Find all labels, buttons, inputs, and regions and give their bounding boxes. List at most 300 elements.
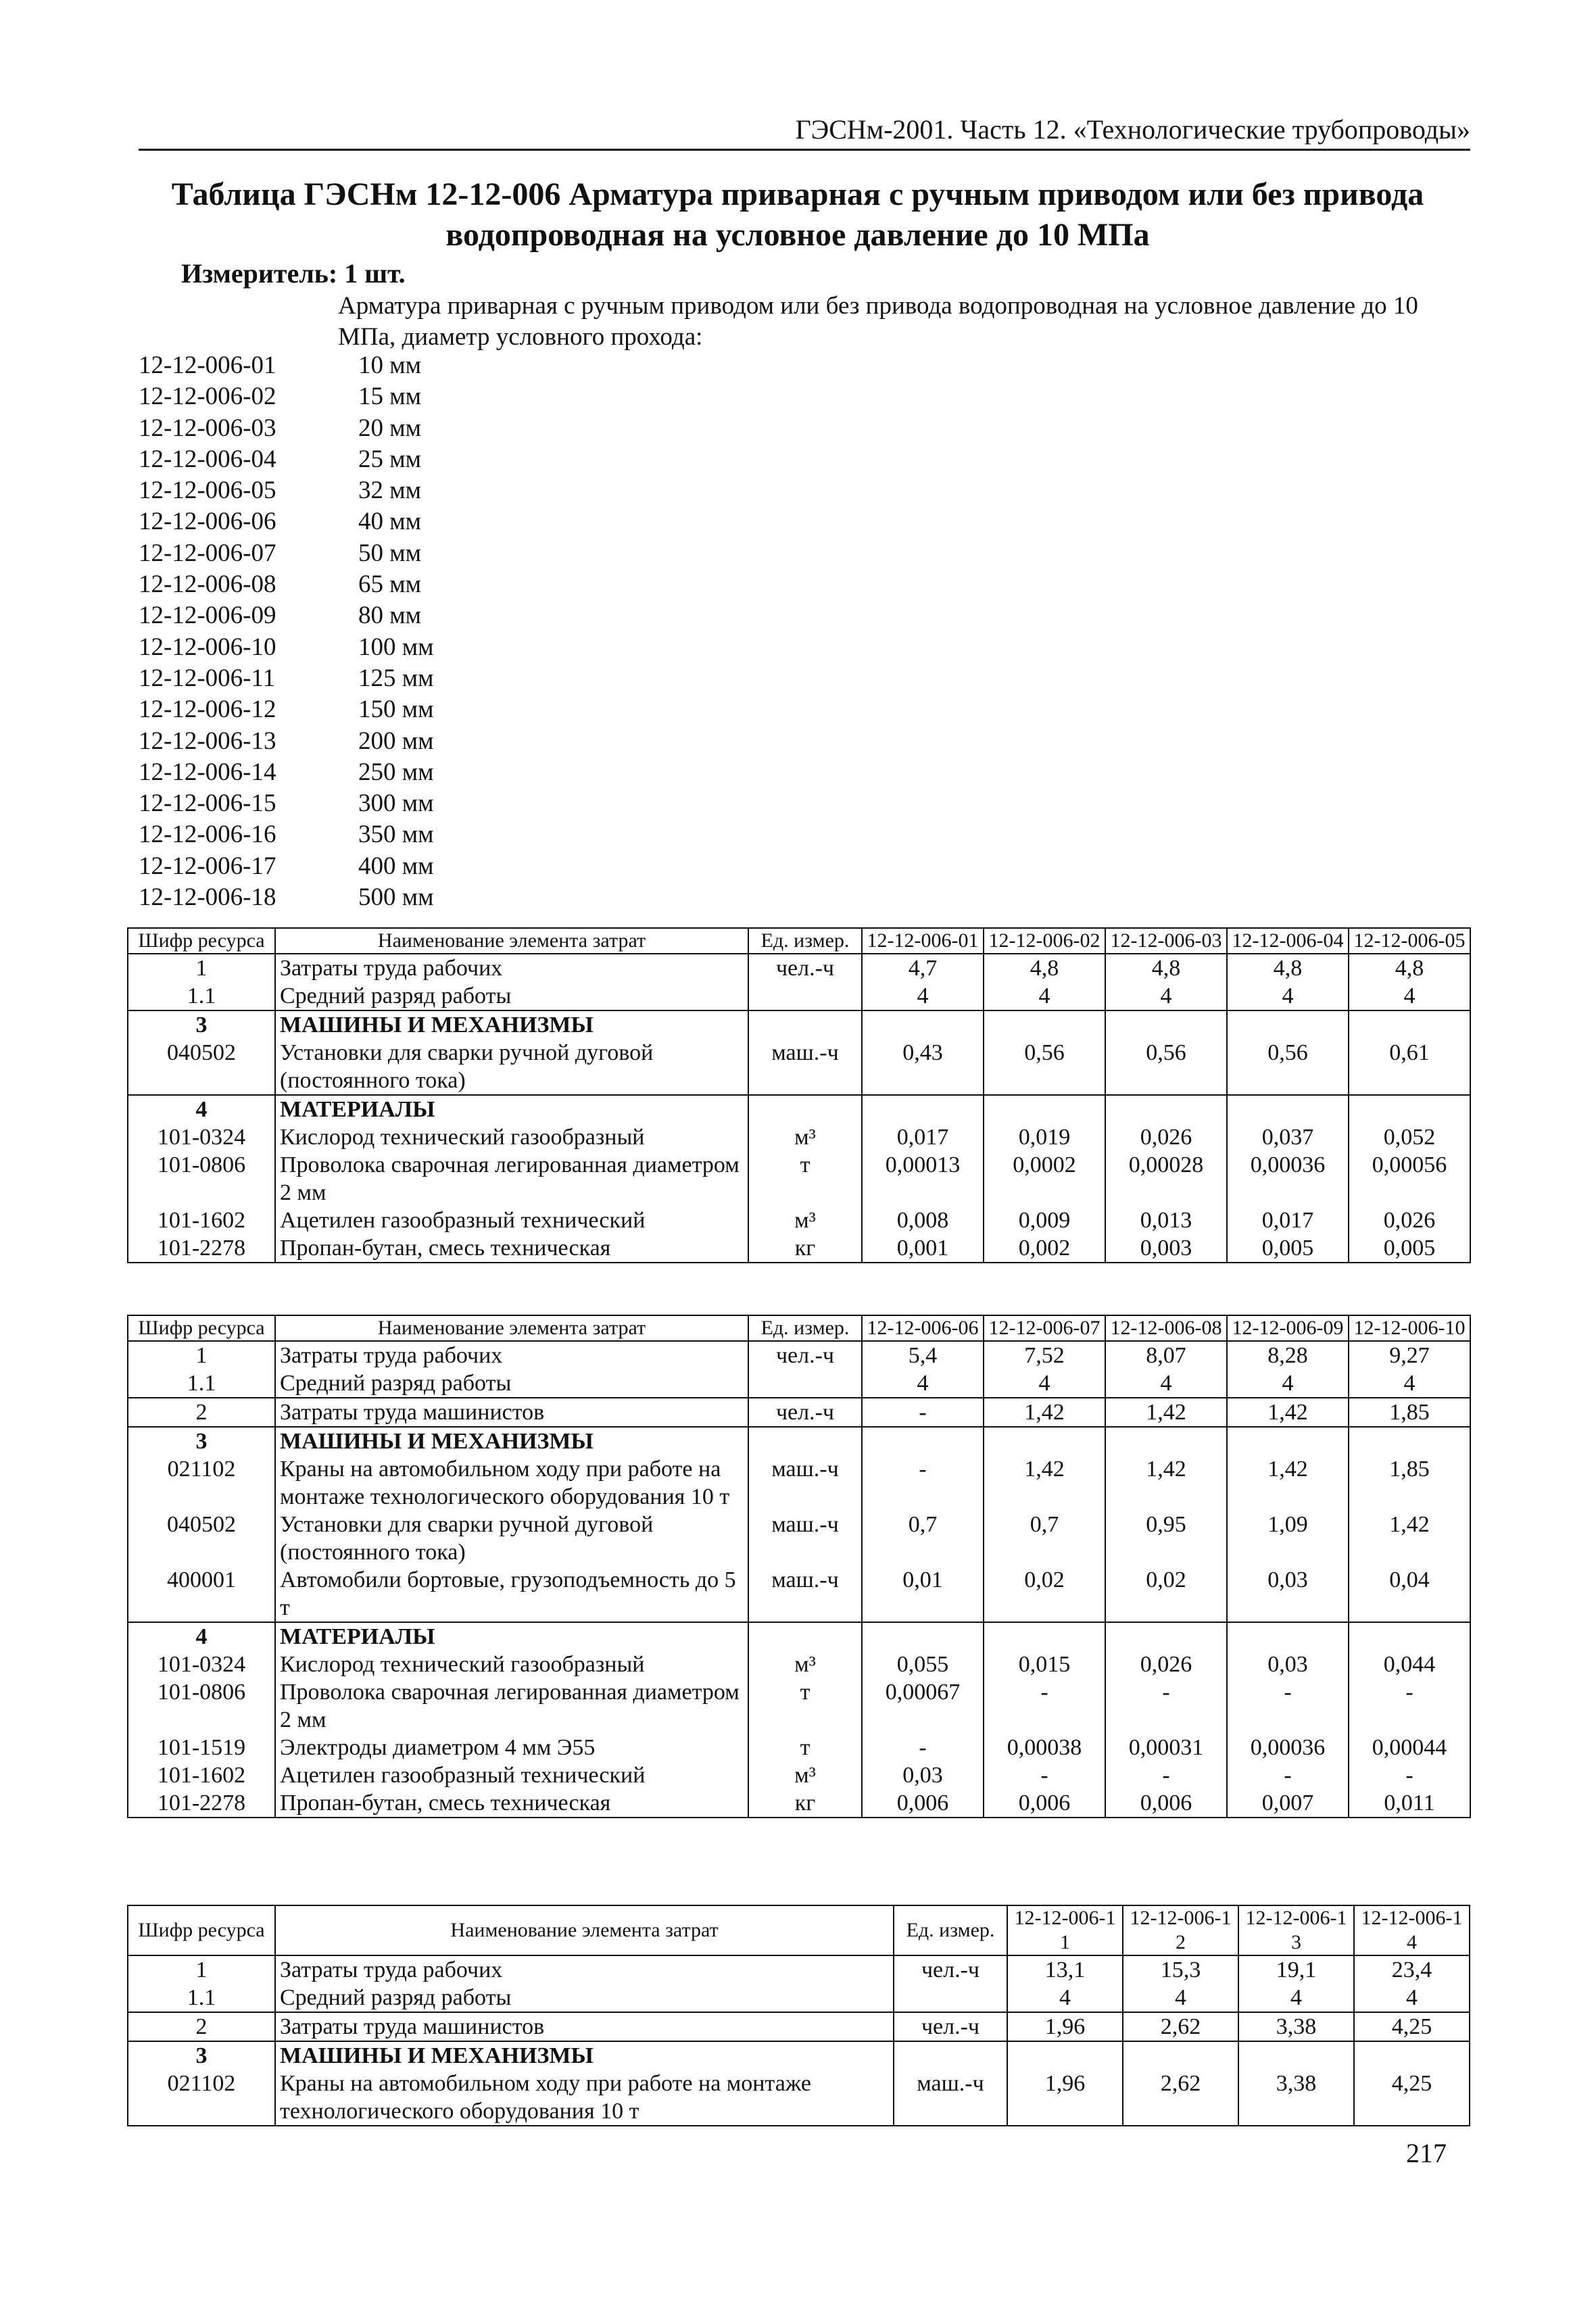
unit-cell: маш.-ч <box>748 1566 862 1622</box>
header-cost-element: Наименование элемента затрат <box>275 928 748 954</box>
title-line-2: водопроводная на условное давление до 10 МПа <box>445 217 1150 253</box>
resource-table-3 <box>127 1905 1470 2126</box>
value-cell: 1,85 <box>1349 1398 1470 1427</box>
value-cell: 4,8 <box>1227 954 1349 982</box>
table-group-row <box>128 1622 1470 1651</box>
value-cell: 0,7 <box>862 1511 984 1566</box>
value-cell: - <box>1349 1761 1470 1789</box>
unit-cell: кг <box>748 1234 862 1263</box>
table-group-row <box>128 1427 1470 1455</box>
variant-code: 12-12-006-15 <box>139 789 276 818</box>
resource-code: 1.1 <box>128 1369 275 1398</box>
value-cell: 0,013 <box>1105 1207 1227 1234</box>
value-cell: 4 <box>1007 1984 1123 2012</box>
header-variant-code: 12-12-006-02 <box>984 928 1105 954</box>
variant-row <box>139 851 434 882</box>
resource-code: 101-1602 <box>128 1761 275 1789</box>
resource-code: 1 <box>128 1955 275 1984</box>
variant-diameter: 50 мм <box>358 539 422 567</box>
cost-element-name: Установки для сварки ручной дуговой (постоянного тока) <box>275 1511 748 1566</box>
value-cell: 0,015 <box>984 1651 1105 1678</box>
value-cell: - <box>984 1761 1105 1789</box>
variant-code: 12-12-006-04 <box>139 445 276 473</box>
resource-code: 3 <box>128 1010 275 1039</box>
variant-row <box>139 506 434 537</box>
value-cell <box>1349 1010 1470 1039</box>
resource-code: 1.1 <box>128 982 275 1010</box>
resource-code: 101-1519 <box>128 1734 275 1761</box>
variant-code: 12-12-006-05 <box>139 477 276 505</box>
value-cell: 0,006 <box>862 1789 984 1818</box>
variant-row <box>139 350 434 381</box>
value-cell: - <box>1105 1678 1227 1734</box>
variant-row <box>139 632 434 663</box>
value-cell: 4 <box>1227 1369 1349 1398</box>
value-cell: 0,00031 <box>1105 1734 1227 1761</box>
value-cell <box>1354 2041 1470 2070</box>
variant-row <box>139 882 434 913</box>
value-cell: 1,42 <box>1105 1455 1227 1511</box>
value-cell: 0,00067 <box>862 1678 984 1734</box>
unit-cell: маш.-ч <box>748 1511 862 1566</box>
unit-cell: м³ <box>748 1207 862 1234</box>
variant-row <box>139 819 434 850</box>
variant-code: 12-12-006-12 <box>139 696 276 724</box>
value-cell: 0,001 <box>862 1234 984 1263</box>
variant-code: 12-12-006-01 <box>139 351 276 379</box>
resource-code: 4 <box>128 1095 275 1123</box>
unit-cell: т <box>748 1678 862 1734</box>
value-cell: 19,1 <box>1238 1955 1354 1984</box>
value-cell: 1,42 <box>984 1398 1105 1427</box>
value-cell: 0,005 <box>1227 1234 1349 1263</box>
variant-code: 12-12-006-09 <box>139 602 276 630</box>
variant-diameter: 32 мм <box>358 477 422 505</box>
title-line-1: Таблица ГЭСНм 12-12-006 Арматура приварная с ручным приводом или без привода <box>171 176 1424 212</box>
unit-cell: чел.-ч <box>894 1955 1007 1984</box>
value-cell: 4 <box>862 1369 984 1398</box>
variant-row <box>139 381 434 412</box>
value-cell: 0,017 <box>1227 1207 1349 1234</box>
unit-cell: маш.-ч <box>748 1455 862 1511</box>
table-group-row <box>128 1095 1470 1123</box>
variant-diameter: 300 мм <box>358 789 434 818</box>
header-variant-code: 12-12-006-09 <box>1227 1315 1349 1341</box>
unit-cell <box>748 1010 862 1039</box>
value-cell: 0,007 <box>1227 1789 1349 1818</box>
value-cell: 0,00036 <box>1227 1734 1349 1761</box>
value-cell: - <box>984 1678 1105 1734</box>
variant-row <box>139 538 434 569</box>
header-variant-code: 12-12-006-14 <box>1354 1905 1470 1955</box>
value-cell: 0,00028 <box>1105 1151 1227 1207</box>
value-cell: 0,56 <box>1227 1039 1349 1095</box>
resource-table-2 <box>127 1315 1471 1818</box>
value-cell: 0,037 <box>1227 1123 1349 1151</box>
cost-element-name: Электроды диаметром 4 мм Э55 <box>275 1734 748 1761</box>
page-number: 217 <box>1406 2138 1447 2168</box>
resource-code: 101-0806 <box>128 1151 275 1207</box>
table-row <box>128 954 1470 982</box>
header-cost-element: Наименование элемента затрат <box>275 1315 748 1341</box>
resource-code: 400001 <box>128 1566 275 1622</box>
value-cell <box>1349 1427 1470 1455</box>
value-cell: 0,95 <box>1105 1511 1227 1566</box>
resource-code: 1 <box>128 1341 275 1369</box>
table-row <box>128 1678 1470 1734</box>
variant-row <box>139 475 434 506</box>
value-cell: 0,008 <box>862 1207 984 1234</box>
value-cell: 4,7 <box>862 954 984 982</box>
resource-code: 101-1602 <box>128 1207 275 1234</box>
variant-code: 12-12-006-16 <box>139 821 276 849</box>
unit-cell: т <box>748 1734 862 1761</box>
variant-diameter: 125 мм <box>358 664 434 692</box>
table-row <box>128 1341 1470 1369</box>
resource-code: 3 <box>128 1427 275 1455</box>
value-cell: 0,003 <box>1105 1234 1227 1263</box>
resource-code: 2 <box>128 1398 275 1427</box>
value-cell: 0,00056 <box>1349 1151 1470 1207</box>
resource-code: 021102 <box>128 2070 275 2126</box>
cost-element-name: МАТЕРИАЛЫ <box>275 1095 748 1123</box>
value-cell: 0,026 <box>1105 1123 1227 1151</box>
cost-element-name: Кислород технический газообразный <box>275 1123 748 1151</box>
variant-code: 12-12-006-08 <box>139 570 276 599</box>
header-variant-code: 12-12-006-12 <box>1123 1905 1238 1955</box>
cost-element-name: Проволока сварочная легированная диаметром 2 мм <box>275 1678 748 1734</box>
resource-table-1 <box>127 927 1471 1263</box>
unit-cell: чел.-ч <box>748 954 862 982</box>
unit-cell: чел.-ч <box>748 1341 862 1369</box>
unit-cell: т <box>748 1151 862 1207</box>
value-cell: 0,011 <box>1349 1789 1470 1818</box>
variant-row <box>139 600 434 631</box>
value-cell: 15,3 <box>1123 1955 1238 1984</box>
variant-row <box>139 757 434 788</box>
value-cell: 0,04 <box>1349 1566 1470 1622</box>
table-row <box>128 1234 1470 1263</box>
unit-cell: чел.-ч <box>894 2012 1007 2041</box>
value-cell: - <box>862 1455 984 1511</box>
value-cell: 2,62 <box>1123 2070 1238 2126</box>
cost-element-name: Кислород технический газообразный <box>275 1651 748 1678</box>
value-cell: 0,00013 <box>862 1151 984 1207</box>
cost-element-name: МАШИНЫ И МЕХАНИЗМЫ <box>275 2041 894 2070</box>
variant-row <box>139 694 434 725</box>
variant-code: 12-12-006-10 <box>139 633 276 661</box>
value-cell: 1,42 <box>984 1455 1105 1511</box>
unit-cell <box>748 982 862 1010</box>
value-cell: 4 <box>1354 1984 1470 2012</box>
table-row <box>128 1789 1470 1818</box>
table-row <box>128 2070 1470 2126</box>
variant-row <box>139 413 434 444</box>
value-cell: 4,8 <box>1349 954 1470 982</box>
value-cell <box>984 1010 1105 1039</box>
value-cell: 0,56 <box>984 1039 1105 1095</box>
value-cell: 0,00038 <box>984 1734 1105 1761</box>
value-cell: 0,0002 <box>984 1151 1105 1207</box>
resource-code: 101-0324 <box>128 1123 275 1151</box>
cost-element-name: Пропан-бутан, смесь техническая <box>275 1789 748 1818</box>
variant-row <box>139 663 434 694</box>
cost-element-name: Затраты труда рабочих <box>275 954 748 982</box>
table-row <box>128 1039 1470 1095</box>
header-resource-code: Шифр ресурса <box>128 1905 275 1955</box>
table-row <box>128 1123 1470 1151</box>
value-cell: 1,42 <box>1349 1511 1470 1566</box>
header-unit: Ед. измер. <box>748 928 862 954</box>
variant-diameter: 350 мм <box>358 821 434 849</box>
value-cell <box>984 1427 1105 1455</box>
table-row <box>128 1984 1470 2012</box>
cost-element-name: Ацетилен газообразный технический <box>275 1761 748 1789</box>
value-cell <box>1349 1095 1470 1123</box>
value-cell: 9,27 <box>1349 1341 1470 1369</box>
value-cell <box>1105 1010 1227 1039</box>
value-cell: 3,38 <box>1238 2012 1354 2041</box>
resource-code: 2 <box>128 2012 275 2041</box>
cost-element-name: Установки для сварки ручной дуговой (постоянного тока) <box>275 1039 748 1095</box>
header-variant-code: 12-12-006-08 <box>1105 1315 1227 1341</box>
value-cell: 8,07 <box>1105 1341 1227 1369</box>
variant-diameter: 25 мм <box>358 445 422 473</box>
value-cell: 1,42 <box>1105 1398 1227 1427</box>
value-cell: 13,1 <box>1007 1955 1123 1984</box>
unit-cell: чел.-ч <box>748 1398 862 1427</box>
value-cell: 4 <box>862 982 984 1010</box>
value-cell <box>862 1427 984 1455</box>
value-cell: 4,8 <box>984 954 1105 982</box>
variant-row <box>139 569 434 600</box>
value-cell: 1,09 <box>1227 1511 1349 1566</box>
intro-text: Арматура приварная с ручным приводом или без привода водопроводная на условное давление до 10 МПа, диаметр условного прохода: <box>338 292 1418 351</box>
value-cell: 3,38 <box>1238 2070 1354 2126</box>
value-cell: 7,52 <box>984 1341 1105 1369</box>
value-cell: 1,96 <box>1007 2012 1123 2041</box>
value-cell <box>862 1095 984 1123</box>
variant-code: 12-12-006-02 <box>139 383 276 411</box>
value-cell: - <box>1349 1678 1470 1734</box>
value-cell: 0,055 <box>862 1651 984 1678</box>
value-cell: 0,02 <box>984 1566 1105 1622</box>
cost-element-name: Краны на автомобильном ходу при работе на монтаже технологического оборудования 10 т <box>275 2070 894 2126</box>
value-cell <box>1227 1010 1349 1039</box>
resource-code: 1.1 <box>128 1984 275 2012</box>
header-variant-code: 12-12-006-03 <box>1105 928 1227 954</box>
variant-code: 12-12-006-18 <box>139 883 276 912</box>
variant-diameter: 100 мм <box>358 633 434 661</box>
variant-code: 12-12-006-13 <box>139 727 276 755</box>
table-row <box>128 2012 1470 2041</box>
variant-diameter: 200 мм <box>358 727 434 755</box>
header-unit: Ед. измер. <box>894 1905 1007 1955</box>
value-cell: - <box>862 1398 984 1427</box>
resource-code: 3 <box>128 2041 275 2070</box>
resource-code: 1 <box>128 954 275 982</box>
value-cell: 4 <box>1349 982 1470 1010</box>
value-cell: 0,002 <box>984 1234 1105 1263</box>
cost-element-name: МАШИНЫ И МЕХАНИЗМЫ <box>275 1010 748 1039</box>
value-cell: 0,026 <box>1349 1207 1470 1234</box>
unit-cell <box>748 1369 862 1398</box>
cost-element-name: Средний разряд работы <box>275 982 748 1010</box>
document-title <box>122 174 1474 255</box>
value-cell: 0,00044 <box>1349 1734 1470 1761</box>
table-row <box>128 1566 1470 1622</box>
value-cell: 4 <box>1227 982 1349 1010</box>
value-cell: - <box>1105 1761 1227 1789</box>
value-cell: 0,7 <box>984 1511 1105 1566</box>
header-cost-element: Наименование элемента затрат <box>275 1905 894 1955</box>
value-cell: 0,00036 <box>1227 1151 1349 1207</box>
cost-element-name: МАТЕРИАЛЫ <box>275 1622 748 1651</box>
cost-element-name: Затраты труда рабочих <box>275 1955 894 1984</box>
variant-code: 12-12-006-17 <box>139 852 276 880</box>
unit-cell: м³ <box>748 1761 862 1789</box>
value-cell <box>1105 1622 1227 1651</box>
unit-cell <box>894 1984 1007 2012</box>
header-variant-code: 12-12-006-07 <box>984 1315 1105 1341</box>
cost-element-name: Краны на автомобильном ходу при работе на монтаже технологического оборудования 10 т <box>275 1455 748 1511</box>
value-cell: 1,42 <box>1227 1455 1349 1511</box>
value-cell: 0,009 <box>984 1207 1105 1234</box>
value-cell: 4 <box>1238 1984 1354 2012</box>
value-cell: 0,026 <box>1105 1651 1227 1678</box>
resource-code: 101-0324 <box>128 1651 275 1678</box>
value-cell: 5,4 <box>862 1341 984 1369</box>
cost-element-name: Средний разряд работы <box>275 1984 894 2012</box>
value-cell <box>1123 2041 1238 2070</box>
unit-cell: м³ <box>748 1651 862 1678</box>
value-cell <box>1227 1095 1349 1123</box>
variant-row <box>139 726 434 757</box>
variant-row <box>139 444 434 475</box>
variant-diameter: 10 мм <box>358 351 422 379</box>
value-cell: 0,044 <box>1349 1651 1470 1678</box>
value-cell <box>862 1622 984 1651</box>
variant-row <box>139 788 434 819</box>
unit-cell: м³ <box>748 1123 862 1151</box>
value-cell: 23,4 <box>1354 1955 1470 1984</box>
value-cell: 4,8 <box>1105 954 1227 982</box>
value-cell: 1,96 <box>1007 2070 1123 2126</box>
value-cell: 2,62 <box>1123 2012 1238 2041</box>
variant-code: 12-12-006-14 <box>139 758 276 786</box>
variant-code: 12-12-006-03 <box>139 414 276 442</box>
table-row <box>128 1734 1470 1761</box>
cost-element-name: Автомобили бортовые, грузоподъемность до 5 т <box>275 1566 748 1622</box>
table-row <box>128 1511 1470 1566</box>
value-cell: 0,006 <box>1105 1789 1227 1818</box>
variant-diameter: 15 мм <box>358 383 422 411</box>
table-row <box>128 1651 1470 1678</box>
value-cell: 0,03 <box>1227 1651 1349 1678</box>
value-cell: 8,28 <box>1227 1341 1349 1369</box>
header-variant-code: 12-12-006-13 <box>1238 1905 1354 1955</box>
value-cell <box>984 1622 1105 1651</box>
value-cell: 0,006 <box>984 1789 1105 1818</box>
unit-cell: маш.-ч <box>894 2070 1007 2126</box>
table-row <box>128 1398 1470 1427</box>
table-row <box>128 1207 1470 1234</box>
header-variant-code: 12-12-006-10 <box>1349 1315 1470 1341</box>
table-row <box>128 1761 1470 1789</box>
resource-code: 040502 <box>128 1039 275 1095</box>
value-cell: 0,43 <box>862 1039 984 1095</box>
unit-cell: маш.-ч <box>748 1039 862 1095</box>
value-cell: 4 <box>1123 1984 1238 2012</box>
variant-diameter: 250 мм <box>358 758 434 786</box>
table-row <box>128 1151 1470 1207</box>
table-header-row <box>128 928 1470 954</box>
variant-diameter: 40 мм <box>358 508 422 536</box>
value-cell <box>1105 1427 1227 1455</box>
value-cell: 4,25 <box>1354 2012 1470 2041</box>
cost-element-name: Пропан-бутан, смесь техническая <box>275 1234 748 1263</box>
unit-cell <box>748 1622 862 1651</box>
resource-code: 101-2278 <box>128 1789 275 1818</box>
table-header-row <box>128 1905 1470 1955</box>
page-header: ГЭСНм-2001. Часть 12. «Технологические трубопроводы» <box>139 114 1470 151</box>
variant-diameter: 500 мм <box>358 883 434 912</box>
value-cell <box>1105 1095 1227 1123</box>
header-variant-code: 12-12-006-01 <box>862 928 984 954</box>
table-header-row <box>128 1315 1470 1341</box>
resource-code: 040502 <box>128 1511 275 1566</box>
table-row <box>128 1455 1470 1511</box>
value-cell <box>862 1010 984 1039</box>
unit-cell <box>748 1427 862 1455</box>
unit-cell <box>894 2041 1007 2070</box>
value-cell <box>1227 1427 1349 1455</box>
value-cell: - <box>1227 1761 1349 1789</box>
resource-code: 101-0806 <box>128 1678 275 1734</box>
value-cell: 0,56 <box>1105 1039 1227 1095</box>
cost-element-name: Ацетилен газообразный технический <box>275 1207 748 1234</box>
value-cell: 4,25 <box>1354 2070 1470 2126</box>
resource-code: 021102 <box>128 1455 275 1511</box>
header-resource-code: Шифр ресурса <box>128 928 275 954</box>
resource-code: 101-2278 <box>128 1234 275 1263</box>
value-cell: 0,03 <box>1227 1566 1349 1622</box>
variant-diameter: 80 мм <box>358 602 422 630</box>
cost-element-name: Затраты труда рабочих <box>275 1341 748 1369</box>
variant-diameter: 20 мм <box>358 414 422 442</box>
value-cell: 4 <box>984 1369 1105 1398</box>
value-cell: 0,01 <box>862 1566 984 1622</box>
value-cell <box>984 1095 1105 1123</box>
unit-cell: кг <box>748 1789 862 1818</box>
header-variant-code: 12-12-006-04 <box>1227 928 1349 954</box>
variant-diameter: 65 мм <box>358 570 422 599</box>
header-variant-code: 12-12-006-05 <box>1349 928 1470 954</box>
value-cell: 4 <box>1349 1369 1470 1398</box>
header-variant-code: 12-12-006-06 <box>862 1315 984 1341</box>
cost-element-name: Затраты труда машинистов <box>275 2012 894 2041</box>
value-cell: 0,61 <box>1349 1039 1470 1095</box>
value-cell: 4 <box>1105 982 1227 1010</box>
header-resource-code: Шифр ресурса <box>128 1315 275 1341</box>
value-cell: - <box>1227 1678 1349 1734</box>
table-row <box>128 1955 1470 1984</box>
value-cell: 0,052 <box>1349 1123 1470 1151</box>
value-cell: 4 <box>984 982 1105 1010</box>
variant-code: 12-12-006-11 <box>139 664 276 692</box>
cost-element-name: Средний разряд работы <box>275 1369 748 1398</box>
value-cell: 0,005 <box>1349 1234 1470 1263</box>
